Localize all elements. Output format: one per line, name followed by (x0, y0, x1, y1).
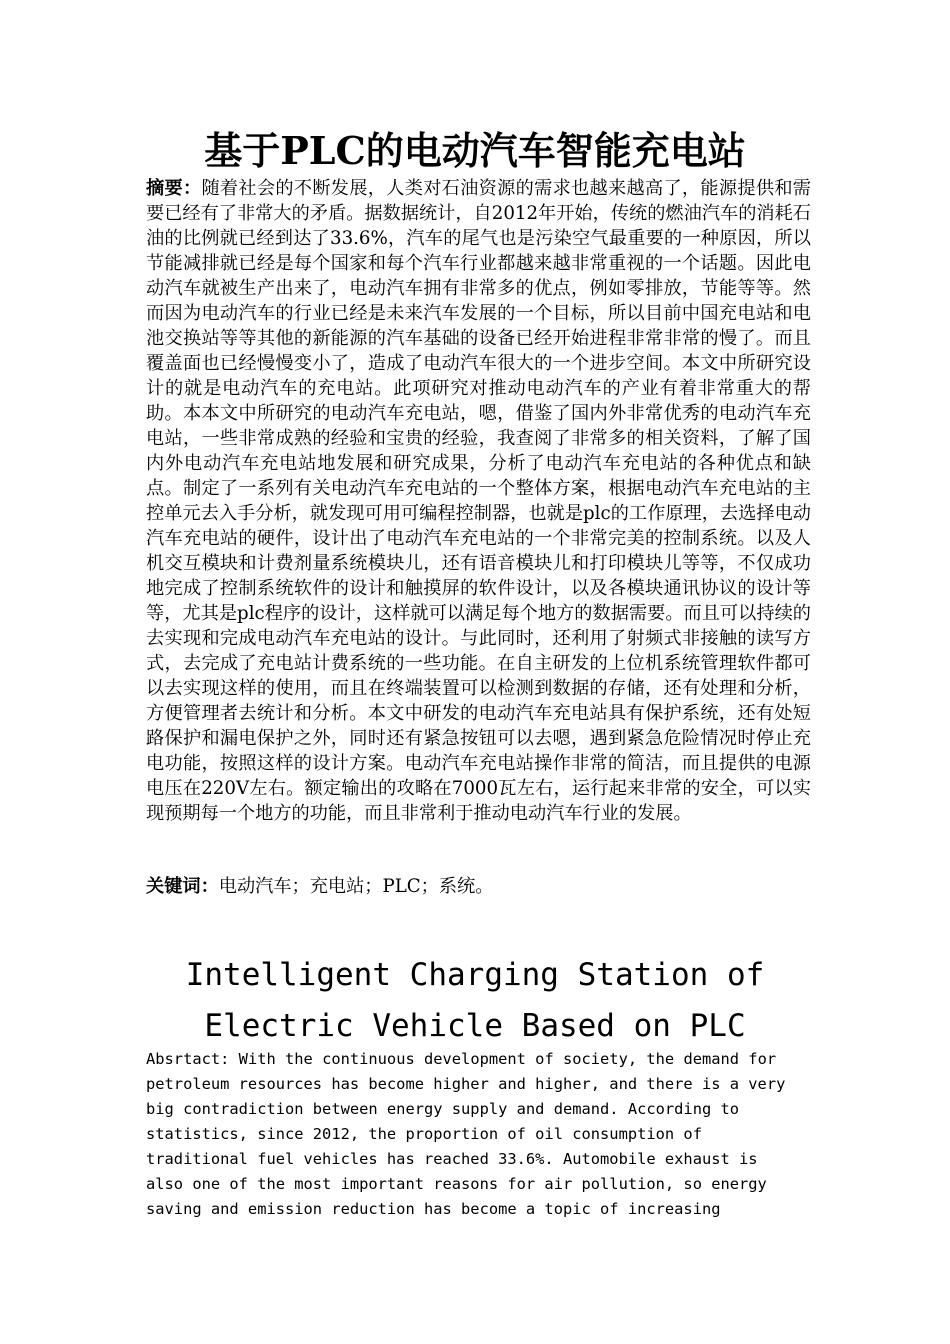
chinese-abstract (146, 176, 811, 826)
chinese-keywords (146, 874, 811, 899)
english-abstract-text: With the continuous development of society, the demand for petroleum resources has become higher and higher, and there is a very big contradiction between energy supply and demand. According to statistics, since 2012, the proportion of oil consumption of traditional fuel vehicles has reached 33.6%. Automobile exhaust is also one of the most important reasons for air pollution, so energy saving and emission reduction has become a topic of increasing (146, 1050, 786, 1218)
chinese-keywords-text: 电动汽车；充电站；PLC；系统。 (218, 876, 494, 897)
english-title-line-1: Intelligent Charging Station of (185, 957, 765, 993)
chinese-title: 基于PLC的电动汽车智能充电站 (204, 128, 746, 173)
english-title-line-2: Electric Vehicle Based on PLC (204, 1008, 746, 1044)
chinese-abstract-text: 随着社会的不断发展，人类对石油资源的需求也越来越高了，能源提供和需要已经有了非常大的矛盾。据数据统计，自2012年开始，传统的燃油汽车的消耗石油的比例就已经到达了33.6%，汽车的尾气也是污染空气最重要的一种原因，所以节能减排就已经是每个国家和每个汽车行业都越来越非常重视的一个话题。因此电动汽车就被生产出来了，电动汽车拥有非常多的优点，例如零排放，节能等等。然而因为电动汽车的行业已经是未来汽车发展的一个目标，所以目前中国充电站和电池交换站等等其他的新能源的汽车基础的设备已经开始进程非常非常的慢了。而且覆盖面也已经慢慢变小了，造成了电动汽车很大的一个进步空间。本文中所研究设计的就是电动汽车的充电站。此项研究对推动电动汽车的产业有着非常重大的帮助。本本文中所研究的电动汽车充电站，嗯，借鉴了国内外非常优秀的电动汽车充电站，一些非常成熟的经验和宝贵的经验，我查阅了非常多的相关资料，了解了国内外电动汽车充电站地发展和研究成果，分析了电动汽车充电站的各种优点和缺点。制定了一系列有关电动汽车充电站的一个整体方案，根据电动汽车充电站的主控单元去入手分析，就发现可用可编程控制器，也就是plc的工作原理，去选择电动汽车充电站的硬件，设计出了电动汽车充电站的一个非常完美的控制系统。以及人机交互模块和计费剂量系统模块儿，还有语音模块儿和打印模块儿等等，不仅成功地完成了控制系统软件的设计和触摸屏的软件设计，以及各模块通讯协议的设计等等，尤其是plc程序的设计，这样就可以满足每个地方的数据需要。而且可以持续的去实现和完成电动汽车充电站的设计。与此同时，还利用了射频式非接触的读写方式，去完成了充电站计费系统的一些功能。在自主研发的上位机系统管理软件都可以去实现这样的使用，而且在终端装置可以检测到数据的存储，还有处理和分析，方便管理者去统计和分析。本文中研发的电动汽车充电站具有保护系统，还有处短路保护和漏电保护之外，同时还有紧急按钮可以去嗯，遇到紧急危险情况时停止充电功能，按照这样的设计方案。电动汽车充电站操作非常的简洁，而且提供的电源电压在220V左右。额定输出的攻略在7000瓦左右，运行起来非常的安全，可以实现预期每一个地方的功能，而且非常利于推动电动汽车行业的发展。 (146, 178, 811, 824)
english-title (0, 950, 950, 1052)
english-abstract-label: Absrtact: (146, 1050, 230, 1068)
chinese-abstract-label: 摘要： (146, 178, 202, 199)
english-abstract (146, 1047, 811, 1222)
chinese-keywords-label: 关键词： (146, 876, 219, 897)
